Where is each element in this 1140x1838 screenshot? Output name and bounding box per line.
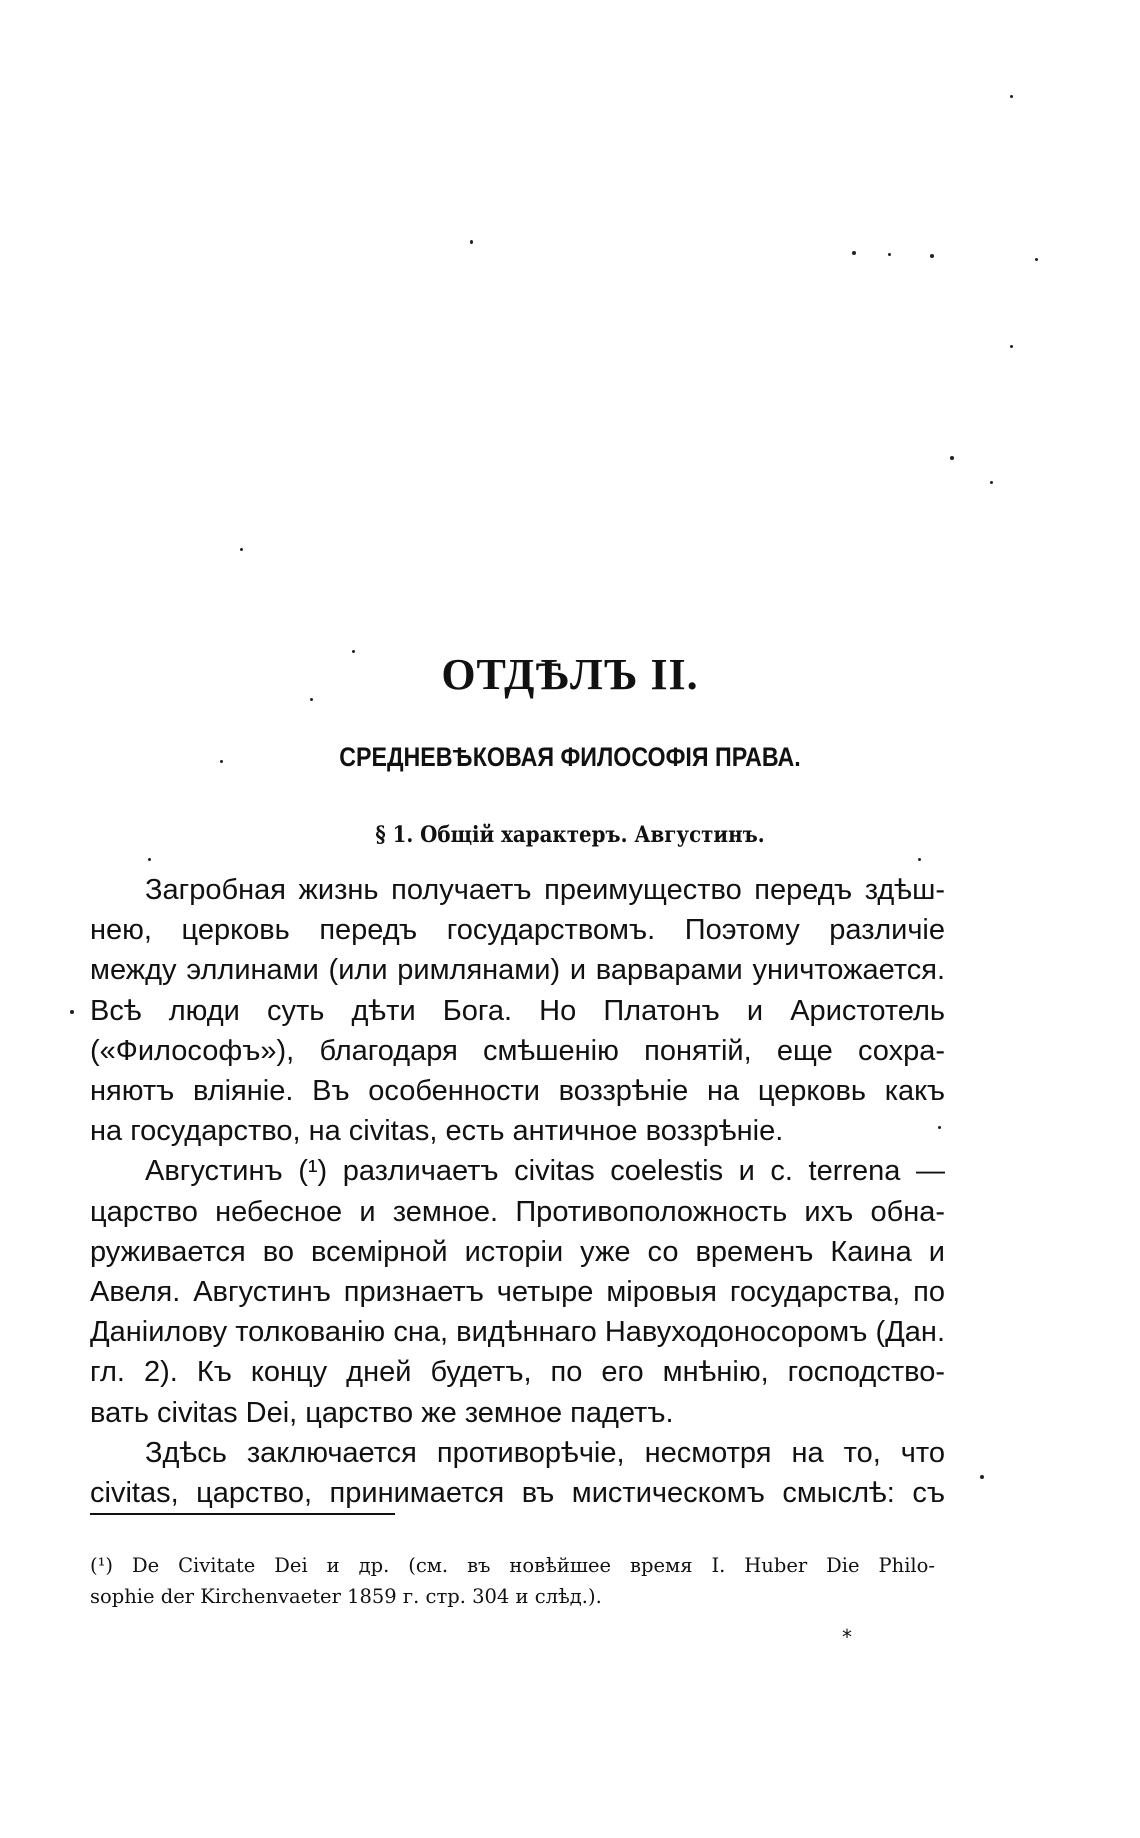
text-line: Всѣ люди суть дѣти Бога. Но Платонъ и Аристотель	[90, 994, 945, 1027]
text-line: вать civitas Dei, царство же земное падетъ.	[90, 1396, 674, 1429]
scan-speck	[148, 858, 151, 861]
text-line: («Философъ»), благодаря смѣшенію понятій, еще сохра-	[90, 1034, 945, 1067]
text-line: гл. 2). Къ концу дней будетъ, по его мнѣнію, господство-	[90, 1356, 945, 1389]
scan-speck	[240, 548, 243, 551]
scan-speck	[980, 1475, 984, 1479]
scan-speck	[1010, 95, 1013, 98]
scan-speck	[918, 858, 921, 861]
text-line: между эллинами (или римлянами) и варварами уничтожается.	[90, 954, 945, 987]
scan-speck	[888, 253, 891, 256]
text-line: Загробная жизнь получаетъ преимущество передъ здѣш-	[145, 874, 945, 906]
footnote-line: (¹) De Civitate Dei и др. (см. въ новѣйшее время I. Huber Die Philo-	[90, 1554, 935, 1577]
scan-speck	[990, 481, 993, 484]
paragraph-title: § 1. Общій характеръ. Августинъ.	[375, 822, 765, 848]
signature-mark: *	[842, 1625, 852, 1649]
footnote-line: sophie der Kirchenvaeter 1859 г. стр. 304 и слѣд.).	[90, 1585, 602, 1608]
scan-speck	[950, 456, 954, 460]
text-line: нею, церковь передъ государствомъ. Поэтому различіе	[90, 914, 945, 947]
body-text	[90, 870, 945, 1513]
text-line: руживается во всемірной исторіи уже со временъ Каина и	[90, 1235, 945, 1268]
scan-speck	[70, 1010, 74, 1014]
scan-speck	[852, 251, 856, 255]
scan-speck	[930, 254, 934, 258]
text-line: Даніилову толкованію сна, видѣннаго Навуходоносоромъ (Дан.	[90, 1316, 945, 1349]
text-line: Авеля. Августинъ признаетъ четыре міровыя государства, по	[90, 1276, 945, 1309]
text-line: на государство, на civitas, есть античное воззрѣніе.	[90, 1115, 784, 1148]
section-title: СРЕДНЕВѢКОВАЯ ФИЛОСОФІЯ ПРАВА.	[339, 742, 801, 773]
scan-speck	[470, 240, 473, 244]
text-line: няютъ вліяніе. Въ особенности воззрѣніе на церковь какъ	[90, 1075, 945, 1108]
footnote-divider	[90, 1513, 395, 1515]
text-line: Августинъ (¹) различаетъ civitas coelestis и с. terrena —	[145, 1155, 945, 1188]
scan-speck	[1035, 258, 1038, 261]
text-line: царство небесное и земное. Противоположность ихъ обна-	[90, 1195, 945, 1228]
scan-speck	[1010, 345, 1013, 348]
footnote	[90, 1550, 935, 1612]
text-line: civitas, царство, принимается въ мистическомъ смыслѣ: съ	[90, 1477, 945, 1510]
part-title: ОТДѢЛЪ II.	[441, 650, 699, 700]
text-line: Здѣсь заключается противорѣчіе, несмотря на то, что	[145, 1436, 945, 1469]
